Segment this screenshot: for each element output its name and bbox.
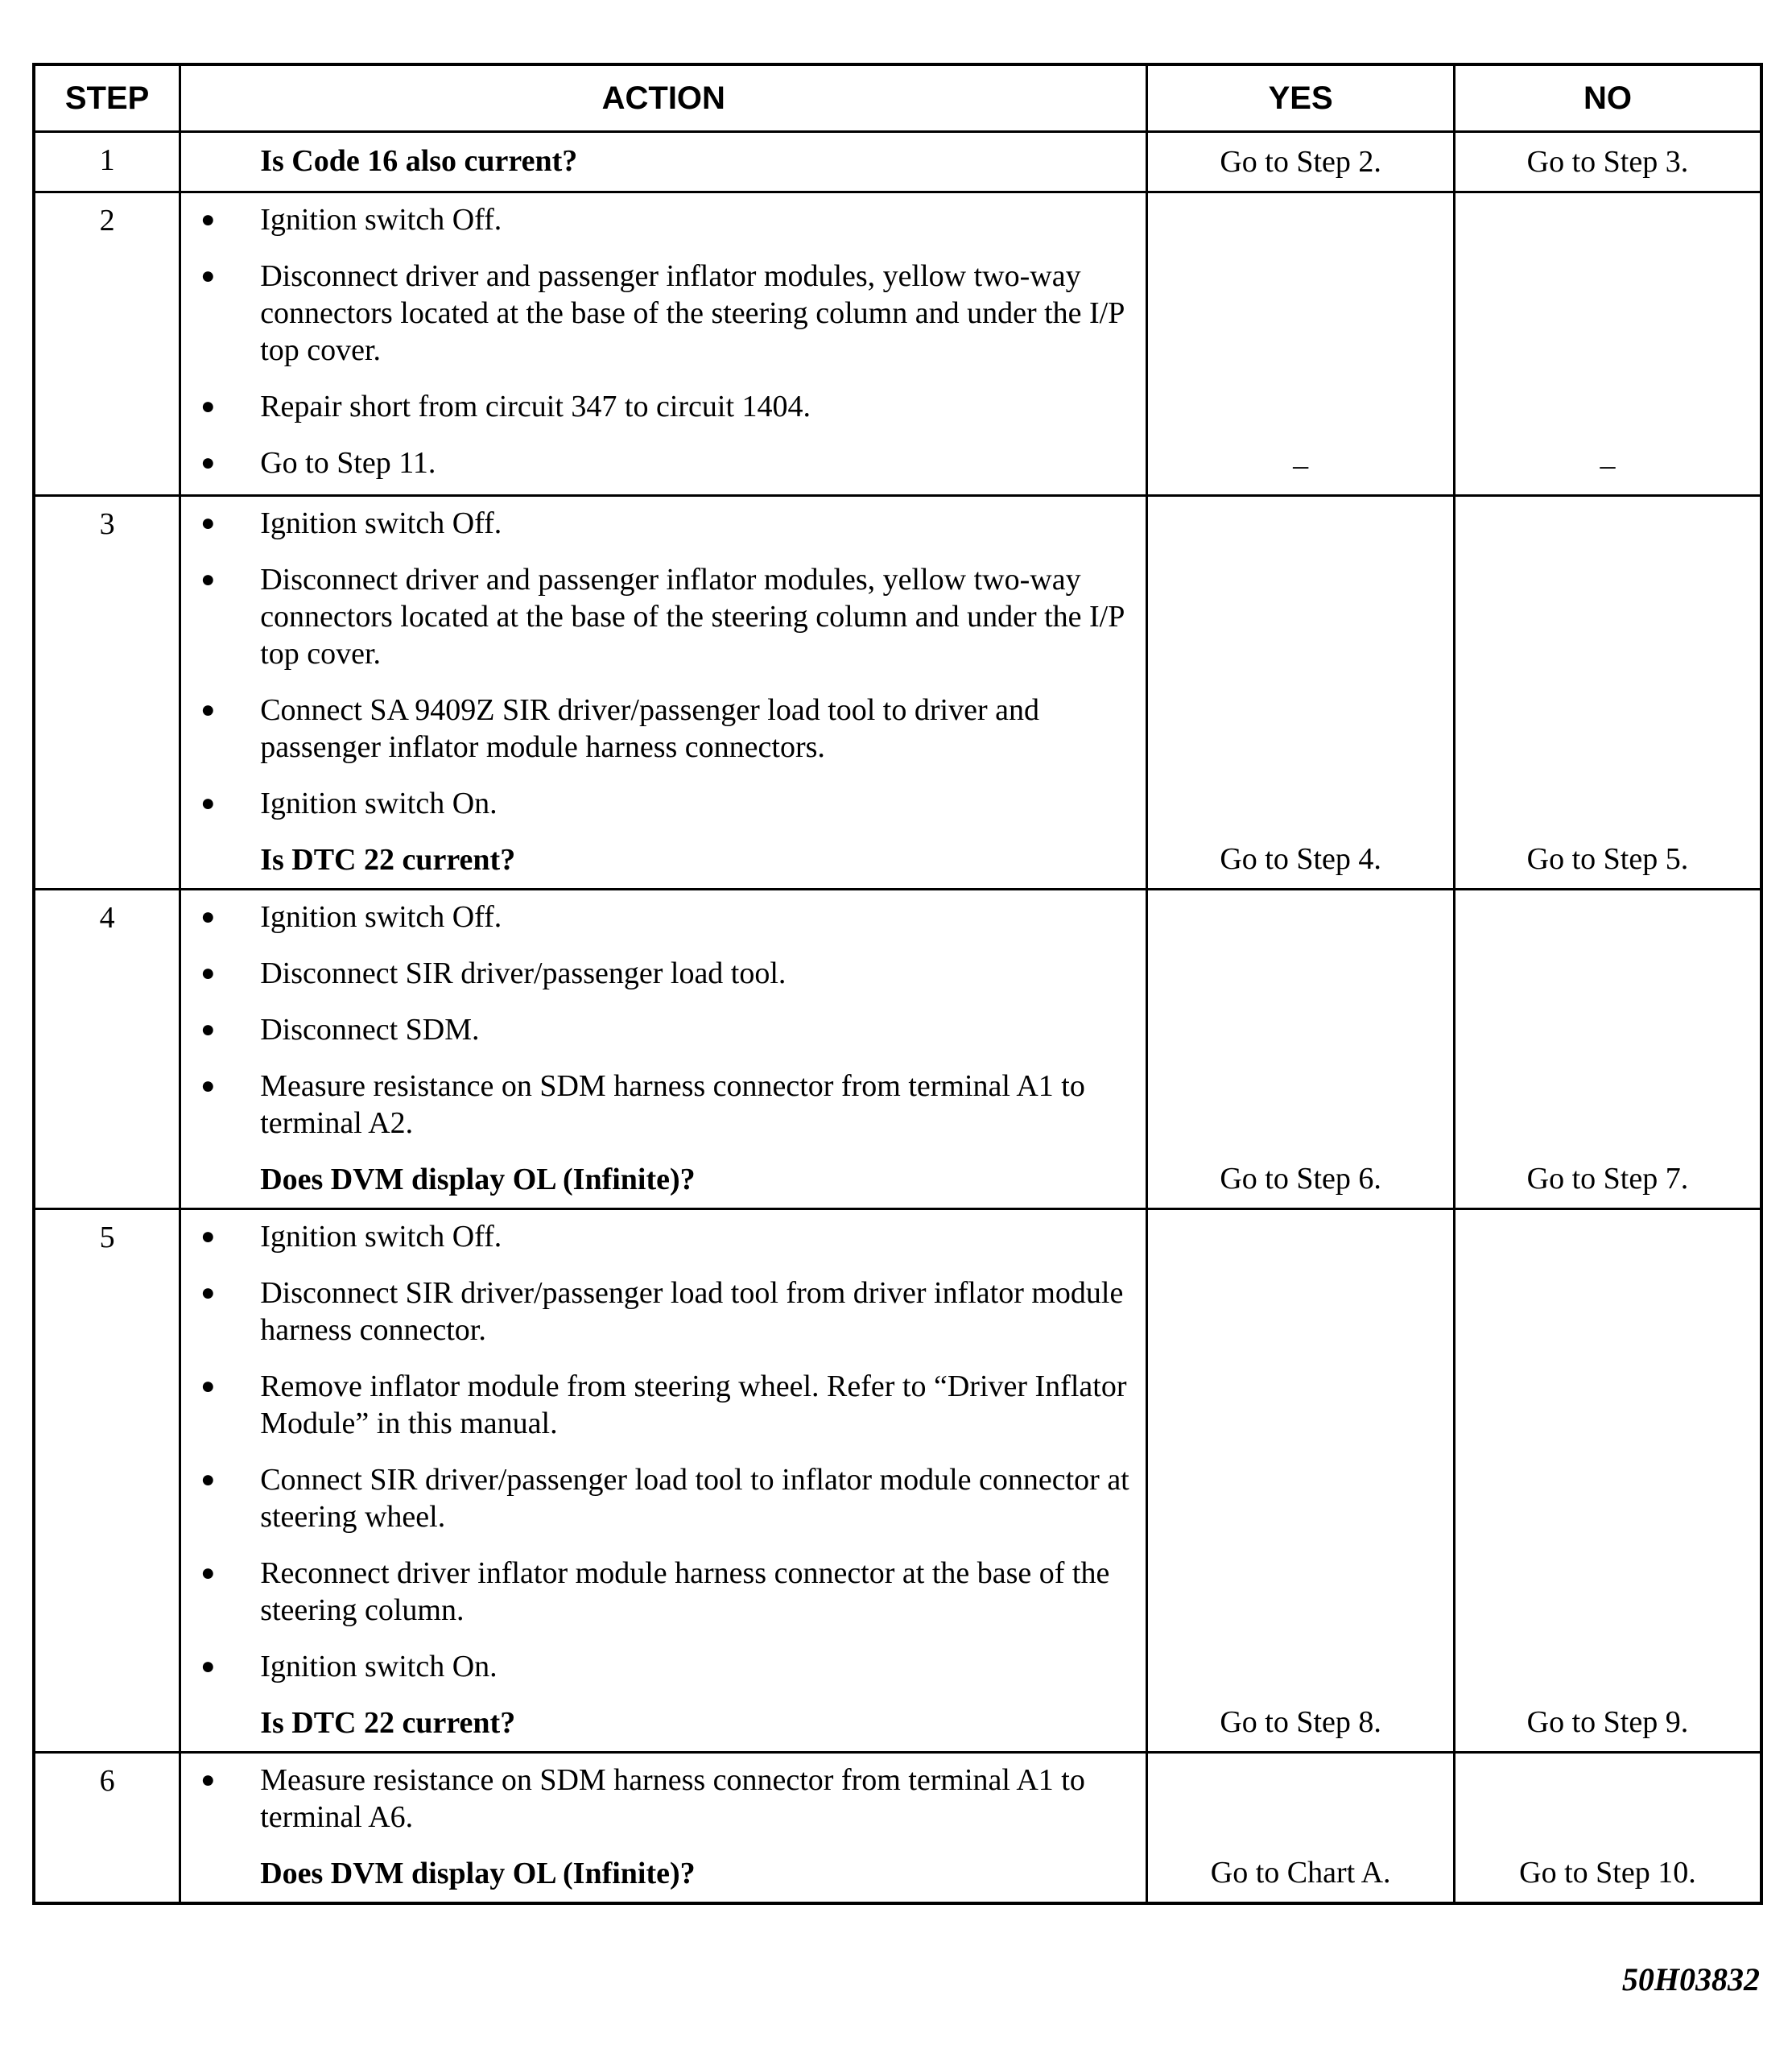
bullet-dot-icon: ●	[200, 1016, 216, 1043]
diagnostic-table	[32, 63, 1763, 1905]
action-cell	[180, 496, 1147, 890]
header-action: ACTION	[180, 64, 1147, 132]
action-bullet	[192, 1218, 1129, 1255]
bullet-text: Remove inflator module from steering wheel. Refer to “Driver Inflator Module” in this manual.	[260, 1369, 1127, 1440]
bullet-text: Connect SIR driver/passenger load tool to inflator module connector at steering wheel.	[260, 1463, 1129, 1534]
bullet-text: Go to Step 11.	[260, 446, 436, 480]
action-question: Does DVM display OL (Infinite)?	[260, 1163, 696, 1196]
action-bullet	[192, 692, 1129, 766]
bullet-text: Ignition switch Off.	[260, 1220, 502, 1254]
table-row	[34, 192, 1761, 496]
bullet-text: Measure resistance on SDM harness connector from terminal A1 to terminal A2.	[260, 1069, 1085, 1140]
yes-result: Go to Step 2.	[1147, 132, 1455, 192]
step-number: 2	[34, 192, 180, 496]
action-bullet	[192, 785, 1129, 822]
bullet-dot-icon: ●	[200, 510, 216, 536]
bullet-dot-icon: ●	[200, 262, 216, 289]
table-row	[34, 496, 1761, 890]
action-bullet	[192, 258, 1129, 369]
step-number: 3	[34, 496, 180, 890]
table-row	[34, 1209, 1761, 1753]
header-step: STEP	[34, 64, 180, 132]
bullet-dot-icon: ●	[200, 960, 216, 986]
bullet-dot-icon: ●	[200, 1373, 216, 1399]
bullet-text: Connect SA 9409Z SIR driver/passenger load tool to driver and passenger inflator module harness connectors.	[260, 693, 1039, 764]
action-bullet	[192, 899, 1129, 936]
bullet-text: Disconnect driver and passenger inflator modules, yellow two-way connectors located at the base of the steering column and under the I/P top cover.	[260, 563, 1124, 671]
action-question: Does DVM display OL (Infinite)?	[260, 1857, 696, 1890]
action-bullet	[192, 1368, 1129, 1442]
action-bullet	[192, 1762, 1129, 1836]
step-number: 1	[34, 132, 180, 192]
bullet-text: Ignition switch Off.	[260, 203, 502, 237]
table-row	[34, 132, 1761, 192]
no-result: –	[1454, 192, 1761, 496]
action-bullet	[192, 955, 1129, 992]
bullet-text: Ignition switch On.	[260, 1650, 498, 1683]
header-no: NO	[1454, 64, 1761, 132]
yes-result: Go to Chart A.	[1147, 1753, 1455, 1904]
bullet-text: Measure resistance on SDM harness connector from terminal A1 to terminal A6.	[260, 1763, 1085, 1834]
bullet-dot-icon: ●	[200, 566, 216, 593]
bullet-text: Ignition switch Off.	[260, 506, 502, 540]
bullet-text: Reconnect driver inflator module harness connector at the base of the steering column.	[260, 1556, 1110, 1627]
action-bullet	[192, 505, 1129, 542]
no-result: Go to Step 3.	[1454, 132, 1761, 192]
bullet-dot-icon: ●	[200, 696, 216, 723]
diagnostic-table-container	[32, 63, 1763, 1905]
yes-result: Go to Step 8.	[1147, 1209, 1455, 1753]
bullet-dot-icon: ●	[200, 1653, 216, 1679]
step-number: 5	[34, 1209, 180, 1753]
bullet-text: Ignition switch Off.	[260, 900, 502, 934]
action-question: Is DTC 22 current?	[260, 843, 516, 877]
bullet-dot-icon: ●	[200, 1766, 216, 1793]
bullet-text: Disconnect SDM.	[260, 1013, 480, 1047]
bullet-text: Repair short from circuit 347 to circuit 1404.	[260, 390, 811, 423]
yes-result: Go to Step 6.	[1147, 890, 1455, 1209]
action-bullet	[192, 1068, 1129, 1142]
action-bullet	[192, 1274, 1129, 1349]
bullet-text: Disconnect SIR driver/passenger load tool.	[260, 956, 787, 990]
yes-result: –	[1147, 192, 1455, 496]
header-yes: YES	[1147, 64, 1455, 132]
bullet-dot-icon: ●	[200, 1223, 216, 1250]
action-bullet	[192, 444, 1129, 481]
bullet-dot-icon: ●	[200, 206, 216, 233]
action-bullet	[192, 201, 1129, 238]
bullet-dot-icon: ●	[200, 903, 216, 930]
step-number: 6	[34, 1753, 180, 1904]
action-cell	[180, 192, 1147, 496]
bullet-text: Disconnect driver and passenger inflator modules, yellow two-way connectors located at the base of the steering column and under the I/P top cover.	[260, 259, 1124, 367]
no-result: Go to Step 7.	[1454, 890, 1761, 1209]
bullet-dot-icon: ●	[200, 1559, 216, 1586]
bullet-text: Ignition switch On.	[260, 787, 498, 820]
action-bullet	[192, 1555, 1129, 1629]
bullet-text: Disconnect SIR driver/passenger load tool from driver inflator module harness connector.	[260, 1276, 1124, 1347]
bullet-dot-icon: ●	[200, 1279, 216, 1306]
action-cell	[180, 1753, 1147, 1904]
bullet-dot-icon: ●	[200, 1072, 216, 1099]
action-question: Is DTC 22 current?	[260, 1706, 516, 1740]
action-cell	[180, 1209, 1147, 1753]
bullet-dot-icon: ●	[200, 1466, 216, 1493]
yes-result: Go to Step 4.	[1147, 496, 1455, 890]
table-row	[34, 1753, 1761, 1904]
action-bullet	[192, 561, 1129, 672]
action-bullet	[192, 388, 1129, 425]
table-row	[34, 890, 1761, 1209]
table-body	[34, 132, 1761, 1904]
no-result: Go to Step 10.	[1454, 1753, 1761, 1904]
action-bullet	[192, 1461, 1129, 1535]
action-cell	[180, 132, 1147, 192]
action-question: Is Code 16 also current?	[260, 144, 578, 178]
action-cell	[180, 890, 1147, 1209]
no-result: Go to Step 5.	[1454, 496, 1761, 890]
action-bullet	[192, 1011, 1129, 1048]
bullet-dot-icon: ●	[200, 790, 216, 816]
step-number: 4	[34, 890, 180, 1209]
no-result: Go to Step 9.	[1454, 1209, 1761, 1753]
header-row	[34, 64, 1761, 132]
bullet-dot-icon: ●	[200, 393, 216, 419]
figure-id: 50H03832	[1621, 1961, 1760, 1997]
bullet-dot-icon: ●	[200, 449, 216, 476]
action-bullet	[192, 1648, 1129, 1685]
